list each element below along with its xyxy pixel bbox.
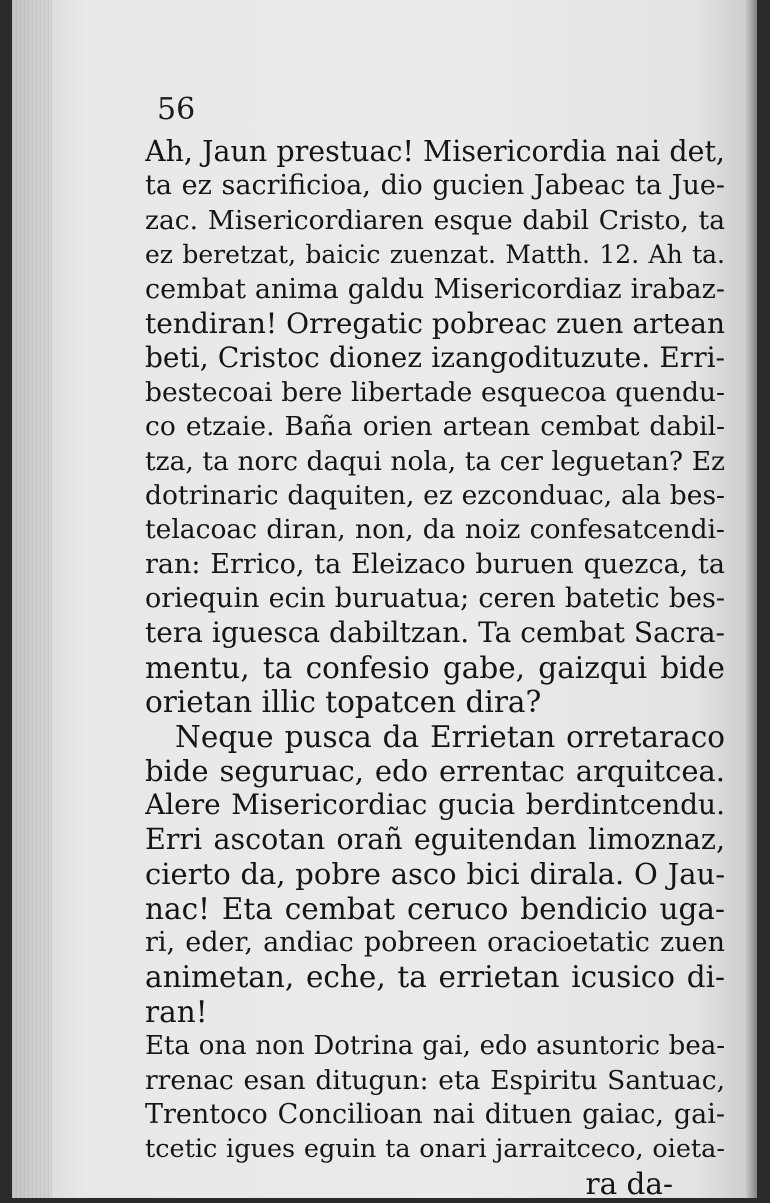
text-line: bestecoai bere libertade esquecoa quendu- — [145, 376, 725, 408]
text-line: ran! — [145, 994, 208, 1029]
text-line: Ah, Jaun prestuac! Misericordia nai det, — [145, 135, 725, 168]
text-line: oriequin ecin buruatua; ceren batetic bes- — [145, 583, 725, 615]
text-line: tcetic igues eguin ta onari jarraitceco, oieta- — [145, 1134, 725, 1165]
text-line: co etzaie. Baña orien artean cembat dabil- — [145, 411, 725, 443]
text-line: beti, Cristoc dionez izangodituzute. Erri- — [145, 341, 725, 375]
page-number: 56 — [157, 92, 196, 127]
text-line: cierto da, pobre asco bici dirala. O Jau- — [145, 857, 725, 892]
text-line: animetan, eche, ta errietan icusico di- — [145, 960, 725, 995]
text-line: Alere Misericordiac gucia berdintcendu. — [145, 788, 725, 822]
text-line: cembat anima galdu Misericordiaz irabaz- — [145, 273, 725, 305]
text-line: bide seguruac, edo errentac arquitcea. — [145, 754, 725, 789]
catchword: ra da- — [585, 1166, 673, 1198]
book-page — [12, 0, 757, 1198]
text-line: Erri ascotan orañ eguitendan limoznaz, — [145, 822, 725, 856]
text-line: ran: Errico, ta Eleizaco buruen quezca, ta — [145, 548, 725, 580]
text-line: tendiran! Orregatic pobreac zuen artean — [145, 306, 725, 340]
text-line: ta ez sacrificioa, dio gucien Jabeac ta Jue- — [145, 170, 725, 202]
text-line: orietan illic topatcen dira? — [145, 685, 542, 720]
paragraph-start-line: Neque pusca da Errietan orretaraco — [175, 719, 725, 754]
text-line: tera iguesca dabiltzan. Ta cembat Sacra- — [145, 616, 725, 650]
text-line: ri, eder, andiac pobreen oracioetatic zuen — [145, 926, 725, 958]
body-text — [145, 135, 725, 1198]
text-line: rrenac esan ditugun: eta Espiritu Santuac, — [145, 1064, 725, 1096]
text-line: dotrinaric daquiten, ez ezconduac, ala bes- — [145, 479, 725, 511]
text-line: zac. Misericordiaren esque dabil Cristo, ta — [145, 204, 725, 236]
text-line: ez beretzat, baicic zuenzat. Matth. 12. Ah ta. — [145, 240, 725, 270]
text-line: Trentoco Concilioan nai dituen gaiac, gai- — [145, 1098, 725, 1130]
paragraph-start-line: Eta ona non Dotrina gai, edo asuntoric bea- — [145, 1031, 725, 1062]
text-line: telacoac diran, non, da noiz confesatcendi- — [145, 514, 725, 546]
text-line: nac! Eta cembat ceruco bendicio uga- — [145, 891, 725, 926]
binding-shadow — [745, 0, 757, 1198]
text-line: mentu, ta confesio gabe, gaizqui bide — [145, 650, 725, 685]
text-line: tza, ta norc daqui nola, ta cer leguetan? Ez — [145, 445, 725, 477]
page-stack-edge — [12, 0, 52, 1198]
